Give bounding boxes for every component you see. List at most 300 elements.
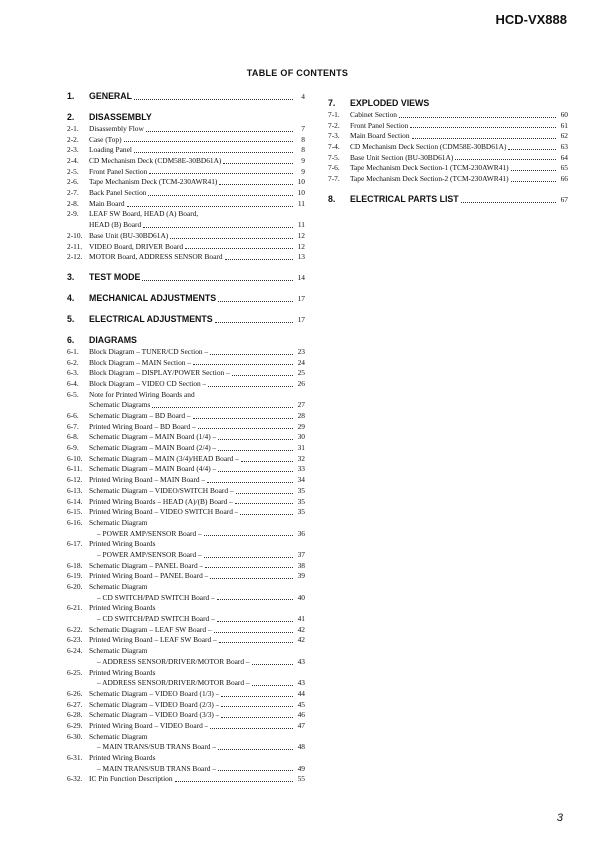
- leader-dots: [221, 696, 293, 697]
- toc-entry[interactable]: [67, 358, 305, 369]
- entry-title: Schematic Diagram: [89, 582, 148, 592]
- toc-section-exploded-views[interactable]: [328, 97, 568, 110]
- leader-dots: [219, 184, 293, 185]
- entry-number: 6-19.: [67, 571, 83, 581]
- entry-page: 32: [297, 453, 305, 463]
- entry-page: 11: [297, 198, 305, 208]
- leader-dots: [221, 706, 293, 707]
- entry-title: Tape Mechanism Deck Section-1 (TCM-230AWR41): [350, 163, 509, 173]
- leader-dots: [218, 471, 293, 472]
- entry-title: MOTOR Board, ADDRESS SENSOR Board: [89, 252, 223, 262]
- entry-number: 6-1.: [67, 346, 79, 356]
- leader-dots: [219, 642, 293, 643]
- entry-page: 31: [297, 443, 305, 453]
- entry-number: 2-2.: [67, 134, 79, 144]
- entry-number: 6-2.: [67, 357, 79, 367]
- entry-number: 2-9.: [67, 209, 79, 219]
- entry-page: 61: [560, 120, 568, 130]
- section-page: 17: [297, 293, 305, 303]
- leader-dots: [215, 322, 293, 323]
- leader-dots: [210, 578, 293, 579]
- leader-dots: [193, 418, 293, 419]
- toc-entry[interactable]: [67, 156, 305, 167]
- entry-number: 2-1.: [67, 123, 79, 133]
- entry-page: 41: [297, 614, 305, 624]
- toc-entry[interactable]: [67, 507, 305, 518]
- leader-dots: [508, 149, 556, 150]
- toc-entry[interactable]: [67, 135, 305, 146]
- entry-title: Printed Wiring Board – PANEL Board –: [89, 571, 209, 581]
- exploded-views-list: [328, 110, 568, 185]
- toc-section-disassembly[interactable]: [67, 111, 305, 124]
- entry-page: 60: [560, 109, 568, 119]
- leader-dots: [146, 131, 293, 132]
- entry-number: 2-6.: [67, 177, 79, 187]
- entry-number: 6-16.: [67, 517, 83, 527]
- entry-page: 49: [297, 763, 305, 773]
- toc-section-electrical[interactable]: [67, 313, 305, 326]
- entry-page: 64: [560, 152, 568, 162]
- entry-title: Printed Wiring Boards – HEAD (A)/(B) Board –: [89, 496, 233, 506]
- section-title: MECHANICAL ADJUSTMENTS: [89, 292, 217, 303]
- entry-page: 9: [301, 166, 305, 176]
- leader-dots: [207, 482, 293, 483]
- entry-page: 24: [297, 357, 305, 367]
- entry-title: Block Diagram – VIDEO CD Section –: [89, 378, 207, 388]
- leader-dots: [210, 728, 293, 729]
- leader-dots: [148, 195, 293, 196]
- entry-number: 6-28.: [67, 710, 83, 720]
- leader-dots: [218, 770, 293, 771]
- toc-entry-continuation[interactable]: [67, 742, 305, 753]
- entry-title: Cabinet Section: [350, 109, 398, 119]
- entry-title: Schematic Diagram – VIDEO/SWITCH Board –: [89, 485, 234, 495]
- entry-number: 6-25.: [67, 667, 83, 677]
- entry-page: 66: [560, 174, 568, 184]
- entry-title: Schematic Diagram – VIDEO Board (3/3) –: [89, 710, 220, 720]
- entry-number: 6-24.: [67, 646, 83, 656]
- entry-title: Note for Printed Wiring Boards and: [89, 389, 195, 399]
- toc-section-general[interactable]: [67, 90, 305, 103]
- entry-number: 6-21.: [67, 603, 83, 613]
- toc-entry[interactable]: [67, 231, 305, 242]
- toc-entry[interactable]: [67, 710, 305, 721]
- section-number: 8.: [328, 193, 336, 204]
- entry-number: 6-12.: [67, 475, 83, 485]
- leader-dots: [124, 141, 293, 142]
- leader-dots: [185, 248, 293, 249]
- entry-page: 37: [297, 549, 305, 559]
- toc-section-mechanical[interactable]: [67, 292, 305, 305]
- entry-number: 6-23.: [67, 635, 83, 645]
- entry-title: Block Diagram – TUNER/CD Section –: [89, 346, 209, 356]
- toc-entry[interactable]: [67, 689, 305, 700]
- toc-entry[interactable]: [67, 497, 305, 508]
- entry-page: 25: [297, 368, 305, 378]
- entry-page: 28: [297, 411, 305, 421]
- entry-title: Printed Wiring Board – VIDEO SWITCH Board –: [89, 507, 239, 517]
- entry-number: 2-4.: [67, 156, 79, 166]
- entry-title: Schematic Diagram – VIDEO Board (1/3) –: [89, 688, 220, 698]
- disassembly-list: [67, 124, 305, 263]
- entry-number: 7-3.: [328, 131, 340, 141]
- toc-entry[interactable]: [67, 603, 305, 614]
- leader-dots: [175, 781, 293, 782]
- entry-number: 6-18.: [67, 560, 83, 570]
- toc-entry[interactable]: [328, 163, 568, 174]
- leader-dots: [252, 685, 293, 686]
- entry-title: Front Panel Section: [350, 120, 409, 130]
- leader-dots: [236, 493, 293, 494]
- toc-entry[interactable]: [67, 379, 305, 390]
- entry-title: Block Diagram – MAIN Section –: [89, 357, 192, 367]
- leader-dots: [134, 99, 293, 100]
- section-number: 2.: [67, 112, 75, 122]
- toc-entry[interactable]: [67, 210, 305, 221]
- toc-entry[interactable]: [67, 625, 305, 636]
- entry-number: 6-14.: [67, 496, 83, 506]
- entry-title: Back Panel Section: [89, 188, 147, 198]
- toc-section-diagrams[interactable]: [67, 334, 305, 347]
- entry-page: 46: [297, 710, 305, 720]
- toc-entry[interactable]: [67, 242, 305, 253]
- leader-dots: [218, 450, 293, 451]
- entry-page: 33: [297, 464, 305, 474]
- leader-dots: [142, 280, 293, 281]
- entry-title: Main Board: [89, 198, 125, 208]
- toc-entry[interactable]: [67, 252, 305, 263]
- entry-title: Printed Wiring Board – LEAF SW Board –: [89, 635, 217, 645]
- leader-dots: [235, 503, 293, 504]
- toc-entry[interactable]: [67, 188, 305, 199]
- entry-title: – CD SWITCH/PAD SWITCH Board –: [97, 614, 215, 624]
- entry-page: 48: [297, 742, 305, 752]
- entry-page: 11: [297, 220, 305, 230]
- toc-title: TABLE OF CONTENTS: [246, 68, 349, 78]
- leader-dots: [198, 428, 293, 429]
- entry-page: 47: [297, 720, 305, 730]
- toc-entry[interactable]: [67, 124, 305, 135]
- entry-title: Schematic Diagram – MAIN (3/4)/HEAD Board –: [89, 453, 239, 463]
- entry-title: – MAIN TRANS/SUB TRANS Board –: [97, 742, 217, 752]
- leader-dots: [252, 664, 293, 665]
- entry-title: Schematic Diagram: [89, 646, 148, 656]
- toc-entry[interactable]: [67, 582, 305, 593]
- entry-number: 6-17.: [67, 539, 83, 549]
- entry-title: Case (Top): [89, 134, 122, 144]
- entry-page: 43: [297, 656, 305, 666]
- leader-dots: [223, 163, 293, 164]
- section-page: 4: [301, 92, 305, 101]
- section-page: 17: [297, 314, 305, 324]
- toc-entry-continuation[interactable]: [67, 550, 305, 561]
- entry-number: 2-7.: [67, 188, 79, 198]
- entry-title: Printed Wiring Boards: [89, 753, 156, 763]
- entry-number: 6-7.: [67, 421, 79, 431]
- entry-page: 38: [297, 560, 305, 570]
- leader-dots: [204, 535, 293, 536]
- toc-section-electrical-parts-list[interactable]: [328, 193, 568, 206]
- entry-page: 65: [560, 163, 568, 173]
- entry-title: Printed Wiring Board – VIDEO Board –: [89, 720, 209, 730]
- leader-dots: [412, 138, 556, 139]
- section-page: 14: [297, 272, 305, 282]
- entry-page: 8: [301, 145, 305, 155]
- toc-entry[interactable]: [328, 131, 568, 142]
- entry-title: VIDEO Board, DRIVER Board: [89, 241, 184, 251]
- toc-entry[interactable]: [67, 390, 305, 401]
- leader-dots: [204, 557, 293, 558]
- entry-number: 6-11.: [67, 464, 83, 474]
- entry-title: – CD SWITCH/PAD SWITCH Board –: [97, 592, 215, 602]
- entry-page: 35: [297, 507, 305, 517]
- toc-left-column: [67, 90, 305, 785]
- entry-page: 34: [297, 475, 305, 485]
- toc-entry[interactable]: [67, 177, 305, 188]
- entry-number: 2-5.: [67, 166, 79, 176]
- toc-entry-continuation[interactable]: [67, 657, 305, 668]
- leader-dots: [193, 364, 293, 365]
- toc-entry[interactable]: [67, 368, 305, 379]
- section-number: 7.: [328, 98, 336, 108]
- entry-number: 6-10.: [67, 453, 83, 463]
- entry-page: 26: [297, 378, 305, 388]
- toc-entry[interactable]: [67, 475, 305, 486]
- toc-entry[interactable]: [67, 753, 305, 764]
- leader-dots: [214, 632, 293, 633]
- section-number: 4.: [67, 292, 75, 303]
- entry-number: 7-7.: [328, 174, 340, 184]
- entry-title: – POWER AMP/SENSOR Board –: [97, 549, 202, 559]
- entry-title: Schematic Diagram – MAIN Board (4/4) –: [89, 464, 217, 474]
- entry-title: Tape Mechanism Deck Section-2 (TCM-230AWR41): [350, 174, 509, 184]
- toc-entry[interactable]: [67, 700, 305, 711]
- entry-page: 12: [297, 230, 305, 240]
- entry-title: Block Diagram – DISPLAY/POWER Section –: [89, 368, 230, 378]
- entry-title: Printed Wiring Boards: [89, 667, 156, 677]
- entry-title: Loading Panel: [89, 145, 132, 155]
- entry-number: 6-20.: [67, 582, 83, 592]
- entry-page: 62: [560, 131, 568, 141]
- leader-dots: [461, 202, 556, 203]
- section-title: TEST MODE: [89, 271, 141, 282]
- entry-page: 9: [301, 156, 305, 166]
- toc-right-column: [328, 97, 568, 206]
- section-title: DISASSEMBLY: [89, 112, 152, 122]
- leader-dots: [240, 514, 293, 515]
- section-number: 1.: [67, 91, 75, 101]
- leader-dots: [218, 301, 293, 302]
- entry-page: 35: [297, 496, 305, 506]
- toc-section-test-mode[interactable]: [67, 271, 305, 284]
- entry-title: – ADDRESS SENSOR/DRIVER/MOTOR Board –: [97, 678, 250, 688]
- entry-page: 45: [297, 699, 305, 709]
- toc-entry[interactable]: [67, 145, 305, 156]
- entry-page: 10: [297, 188, 305, 198]
- entry-page: 63: [560, 142, 568, 152]
- toc-entry-continuation[interactable]: [67, 678, 305, 689]
- toc-entry[interactable]: [67, 646, 305, 657]
- entry-title: Schematic Diagram – MAIN Board (1/4) –: [89, 432, 217, 442]
- toc-entry-continuation[interactable]: [67, 400, 305, 411]
- entry-number: 6-27.: [67, 699, 83, 709]
- page-number: 3: [556, 812, 563, 824]
- entry-title: Printed Wiring Boards: [89, 603, 156, 613]
- entry-number: 6-13.: [67, 485, 83, 495]
- toc-entry-continuation[interactable]: [67, 593, 305, 604]
- entry-number: 7-6.: [328, 163, 340, 173]
- toc-entry[interactable]: [67, 486, 305, 497]
- toc-entry[interactable]: [328, 174, 568, 185]
- toc-entry[interactable]: [67, 518, 305, 529]
- leader-dots: [241, 461, 293, 462]
- entry-number: 2-8.: [67, 198, 79, 208]
- toc-entry-continuation[interactable]: [67, 529, 305, 540]
- entry-number: 6-6.: [67, 411, 79, 421]
- entry-number: 6-8.: [67, 432, 79, 442]
- section-title: DIAGRAMS: [89, 334, 137, 345]
- toc-entry-continuation[interactable]: [67, 220, 305, 231]
- entry-page: 55: [297, 774, 305, 784]
- leader-dots: [143, 227, 293, 228]
- entry-title: Main Board Section: [350, 131, 410, 141]
- toc-entry[interactable]: [67, 561, 305, 572]
- toc-entry[interactable]: [67, 167, 305, 178]
- entry-number: 7-4.: [328, 142, 340, 152]
- toc-entry[interactable]: [67, 539, 305, 550]
- entry-title: Tape Mechanism Deck (TCM-230AWR41): [89, 177, 218, 187]
- toc-entry[interactable]: [67, 571, 305, 582]
- entry-page: 8: [301, 134, 305, 144]
- leader-dots: [225, 259, 293, 260]
- leader-dots: [410, 127, 556, 128]
- entry-page: 30: [297, 432, 305, 442]
- entry-title: – ADDRESS SENSOR/DRIVER/MOTOR Board –: [97, 656, 250, 666]
- toc-entry[interactable]: [328, 142, 568, 153]
- section-title: ELECTRICAL ADJUSTMENTS: [89, 313, 213, 324]
- leader-dots: [399, 117, 556, 118]
- toc-entry[interactable]: [67, 721, 305, 732]
- toc-entry[interactable]: [328, 153, 568, 164]
- toc-entry[interactable]: [67, 432, 305, 443]
- entry-title: Schematic Diagram – MAIN Board (2/4) –: [89, 443, 217, 453]
- entry-number: 6-9.: [67, 443, 79, 453]
- entry-number: 7-5.: [328, 152, 340, 162]
- toc-entry-continuation[interactable]: [67, 764, 305, 775]
- leader-dots: [149, 173, 293, 174]
- entry-title: Front Panel Section: [89, 166, 148, 176]
- toc-entry[interactable]: [328, 121, 568, 132]
- section-page: 67: [560, 194, 568, 204]
- entry-page: 43: [297, 678, 305, 688]
- leader-dots: [170, 238, 293, 239]
- leader-dots: [221, 717, 293, 718]
- entry-title: IC Pin Function Description: [89, 774, 173, 784]
- entry-number: 2-11.: [67, 241, 83, 251]
- toc-entry[interactable]: [67, 411, 305, 422]
- section-number: 3.: [67, 271, 75, 282]
- toc-entry[interactable]: [67, 668, 305, 679]
- entry-number: 6-22.: [67, 624, 83, 634]
- entry-title: Schematic Diagram: [89, 731, 148, 741]
- entry-number: 6-32.: [67, 774, 83, 784]
- entry-title: Base Unit Section (BU-30BD61A): [350, 152, 454, 162]
- entry-page: 29: [297, 421, 305, 431]
- entry-page: 13: [297, 252, 305, 262]
- entry-number: 2-3.: [67, 145, 79, 155]
- entry-title: Schematic Diagram – VIDEO Board (2/3) –: [89, 699, 220, 709]
- entry-page: 36: [297, 528, 305, 538]
- entry-page: 42: [297, 624, 305, 634]
- leader-dots: [218, 439, 293, 440]
- section-title: GENERAL: [89, 91, 133, 101]
- entry-number: 6-29.: [67, 720, 83, 730]
- section-title: EXPLODED VIEWS: [350, 98, 430, 108]
- entry-number: 2-10.: [67, 230, 83, 240]
- entry-title: CD Mechanism Deck Section (CDM58E-30BD61A): [350, 142, 507, 152]
- entry-page: 27: [297, 400, 305, 410]
- entry-page: 10: [297, 177, 305, 187]
- leader-dots: [127, 206, 293, 207]
- entry-number: 7-2.: [328, 120, 340, 130]
- toc-entry[interactable]: [67, 732, 305, 743]
- leader-dots: [208, 386, 293, 387]
- entry-number: 6-26.: [67, 688, 83, 698]
- entry-page: 12: [297, 241, 305, 251]
- leader-dots: [134, 152, 293, 153]
- leader-dots: [455, 159, 556, 160]
- toc-entry[interactable]: [67, 443, 305, 454]
- toc-entry[interactable]: [67, 454, 305, 465]
- entry-title: Schematic Diagrams: [89, 400, 151, 410]
- toc-entry[interactable]: [67, 774, 305, 785]
- entry-title: Printed Wiring Boards: [89, 539, 156, 549]
- entry-title: – MAIN TRANS/SUB TRANS Board –: [97, 763, 217, 773]
- entry-number: 6-15.: [67, 507, 83, 517]
- entry-title: Disassembly Flow: [89, 123, 144, 133]
- leader-dots: [218, 749, 293, 750]
- entry-title: Schematic Diagram: [89, 517, 148, 527]
- leader-dots: [210, 354, 293, 355]
- section-number: 6.: [67, 334, 75, 345]
- entry-page: 35: [297, 485, 305, 495]
- toc-entry[interactable]: [328, 110, 568, 121]
- entry-page: 40: [297, 592, 305, 602]
- entry-page: 44: [297, 688, 305, 698]
- entry-title: – POWER AMP/SENSOR Board –: [97, 528, 202, 538]
- toc-entry[interactable]: [67, 636, 305, 647]
- entry-number: 6-3.: [67, 368, 79, 378]
- leader-dots: [511, 170, 556, 171]
- toc-entry[interactable]: [67, 465, 305, 476]
- toc-entry[interactable]: [67, 199, 305, 210]
- leader-dots: [232, 375, 293, 376]
- toc-entry[interactable]: [67, 347, 305, 358]
- entry-number: 6-31.: [67, 753, 83, 763]
- section-title: ELECTRICAL PARTS LIST: [350, 193, 459, 204]
- entry-page: 7: [301, 123, 305, 133]
- leader-dots: [511, 181, 556, 182]
- entry-title: Schematic Diagram – LEAF SW Board –: [89, 624, 212, 634]
- toc-entry[interactable]: [67, 422, 305, 433]
- entry-number: 6-5.: [67, 389, 79, 399]
- entry-page: 23: [297, 346, 305, 356]
- entry-title: Schematic Diagram – BD Board –: [89, 411, 191, 421]
- entry-title: Schematic Diagram – PANEL Board –: [89, 560, 204, 570]
- toc-entry-continuation[interactable]: [67, 614, 305, 625]
- leader-dots: [217, 599, 293, 600]
- model-name: HCD-VX888: [495, 12, 567, 27]
